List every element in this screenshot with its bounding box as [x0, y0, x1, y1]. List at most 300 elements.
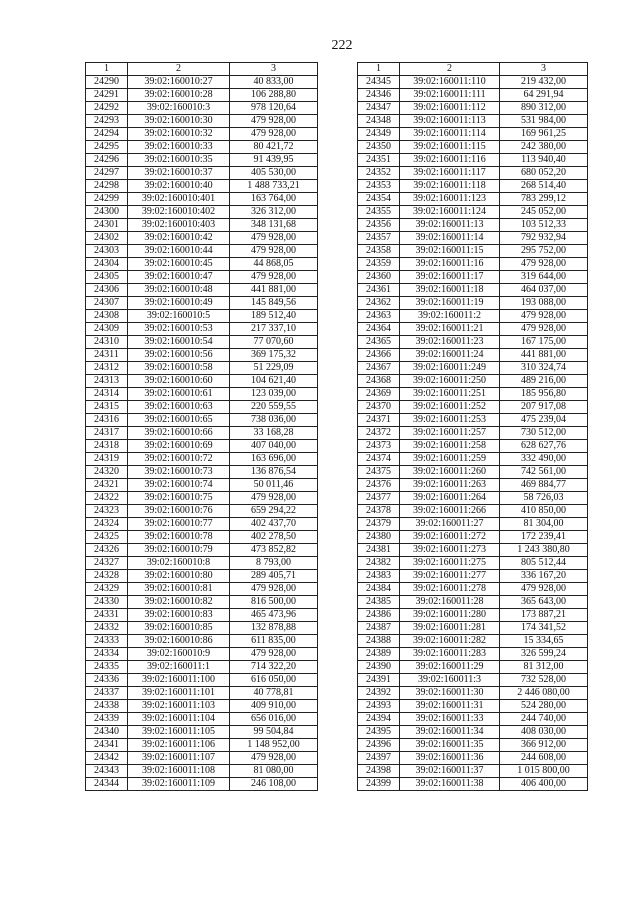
cadastral-number-cell: 39:02:160011:257: [400, 427, 500, 440]
row-number-cell: 24320: [86, 466, 128, 479]
value-cell: 174 341,52: [500, 622, 588, 635]
row-number-cell: 24307: [86, 297, 128, 310]
cadastral-number-cell: 39:02:160010:58: [128, 362, 230, 375]
table-row: [86, 596, 318, 609]
value-cell: 80 421,72: [230, 141, 318, 154]
cadastral-number-cell: 39:02:160010:82: [128, 596, 230, 609]
cadastral-number-cell: 39:02:160011:252: [400, 401, 500, 414]
cadastral-number-cell: 39:02:160011:15: [400, 245, 500, 258]
row-number-cell: 24335: [86, 661, 128, 674]
cadastral-number-cell: 39:02:160011:38: [400, 778, 500, 791]
table-row: [86, 258, 318, 271]
value-cell: 816 500,00: [230, 596, 318, 609]
table-row: [358, 752, 588, 765]
value-cell: 217 337,10: [230, 323, 318, 336]
cadastral-number-cell: 39:02:160011:109: [128, 778, 230, 791]
row-number-cell: 24388: [358, 635, 400, 648]
value-cell: 242 380,00: [500, 141, 588, 154]
table-row: [86, 453, 318, 466]
table-row: [358, 388, 588, 401]
table-row: [86, 141, 318, 154]
cadastral-number-cell: 39:02:160011:108: [128, 765, 230, 778]
row-number-cell: 24309: [86, 323, 128, 336]
cadastral-number-cell: 39:02:160011:263: [400, 479, 500, 492]
table-row: [86, 349, 318, 362]
value-cell: 40 833,00: [230, 76, 318, 89]
row-number-cell: 24357: [358, 232, 400, 245]
table-row: [358, 466, 588, 479]
row-number-cell: 24340: [86, 726, 128, 739]
value-cell: 219 432,00: [500, 76, 588, 89]
row-number-cell: 24314: [86, 388, 128, 401]
value-cell: 1 243 380,80: [500, 544, 588, 557]
cadastral-number-cell: 39:02:160010:28: [128, 89, 230, 102]
row-number-cell: 24396: [358, 739, 400, 752]
table-row: [358, 557, 588, 570]
table-row: [86, 206, 318, 219]
table-row: [358, 570, 588, 583]
row-number-cell: 24328: [86, 570, 128, 583]
table-row: [358, 726, 588, 739]
cadastral-number-cell: 39:02:160011:123: [400, 193, 500, 206]
table-row: [358, 505, 588, 518]
cadastral-number-cell: 39:02:160011:260: [400, 466, 500, 479]
row-number-cell: 24336: [86, 674, 128, 687]
table-row: [86, 505, 318, 518]
cadastral-number-cell: 39:02:160011:111: [400, 89, 500, 102]
value-cell: 246 108,00: [230, 778, 318, 791]
table-row: [358, 193, 588, 206]
table-row: [86, 297, 318, 310]
table-row: [358, 206, 588, 219]
cadastral-number-cell: 39:02:160010:47: [128, 271, 230, 284]
table-row: [86, 284, 318, 297]
cadastral-number-cell: 39:02:160010:42: [128, 232, 230, 245]
cadastral-number-cell: 39:02:160011:29: [400, 661, 500, 674]
value-cell: 58 726,03: [500, 492, 588, 505]
table-row: [86, 102, 318, 115]
cadastral-number-cell: 39:02:160011:23: [400, 336, 500, 349]
value-cell: 479 928,00: [230, 128, 318, 141]
value-cell: 611 835,00: [230, 635, 318, 648]
table-row: [86, 401, 318, 414]
value-cell: 479 928,00: [230, 648, 318, 661]
value-cell: 106 288,80: [230, 89, 318, 102]
table-row: [86, 76, 318, 89]
cadastral-number-cell: 39:02:160011:275: [400, 557, 500, 570]
row-number-cell: 24290: [86, 76, 128, 89]
cadastral-number-cell: 39:02:160010:53: [128, 323, 230, 336]
row-number-cell: 24398: [358, 765, 400, 778]
table-row: [86, 700, 318, 713]
cadastral-number-cell: 39:02:160011:281: [400, 622, 500, 635]
cadastral-number-cell: 39:02:160011:112: [400, 102, 500, 115]
table-row: [86, 323, 318, 336]
row-number-cell: 24348: [358, 115, 400, 128]
value-cell: 50 011,46: [230, 479, 318, 492]
table-row: [358, 167, 588, 180]
table-row: [358, 700, 588, 713]
row-number-cell: 24355: [358, 206, 400, 219]
table-row: [358, 609, 588, 622]
row-number-cell: 24362: [358, 297, 400, 310]
row-number-cell: 24366: [358, 349, 400, 362]
row-number-cell: 24345: [358, 76, 400, 89]
cadastral-number-cell: 39:02:160011:103: [128, 700, 230, 713]
row-number-cell: 24316: [86, 414, 128, 427]
row-number-cell: 24318: [86, 440, 128, 453]
cadastral-number-cell: 39:02:160010:40: [128, 180, 230, 193]
cadastral-number-cell: 39:02:160010:61: [128, 388, 230, 401]
value-cell: 473 852,82: [230, 544, 318, 557]
table-row: [86, 713, 318, 726]
cadastral-number-cell: 39:02:160011:266: [400, 505, 500, 518]
page-number: 222: [331, 38, 353, 53]
table-row: [358, 141, 588, 154]
row-number-cell: 24385: [358, 596, 400, 609]
value-cell: 1 488 733,21: [230, 180, 318, 193]
value-cell: 479 928,00: [230, 752, 318, 765]
value-cell: 51 229,09: [230, 362, 318, 375]
table-row: [86, 388, 318, 401]
value-cell: 479 928,00: [230, 245, 318, 258]
cadastral-number-cell: 39:02:160011:18: [400, 284, 500, 297]
row-number-cell: 24302: [86, 232, 128, 245]
row-number-cell: 24306: [86, 284, 128, 297]
cadastral-number-cell: 39:02:160011:105: [128, 726, 230, 739]
cadastral-number-cell: 39:02:160010:80: [128, 570, 230, 583]
row-number-cell: 24389: [358, 648, 400, 661]
row-number-cell: 24296: [86, 154, 128, 167]
table-row: [358, 518, 588, 531]
row-number-cell: 24395: [358, 726, 400, 739]
value-cell: 64 291,94: [500, 89, 588, 102]
value-cell: 15 334,65: [500, 635, 588, 648]
row-number-cell: 24321: [86, 479, 128, 492]
table-row: [358, 297, 588, 310]
value-cell: 99 504,84: [230, 726, 318, 739]
value-cell: 410 850,00: [500, 505, 588, 518]
value-cell: 732 528,00: [500, 674, 588, 687]
table-row: [86, 193, 318, 206]
cadastral-number-cell: 39:02:160011:118: [400, 180, 500, 193]
value-cell: 173 887,21: [500, 609, 588, 622]
cadastral-number-cell: 39:02:160011:30: [400, 687, 500, 700]
row-number-cell: 24376: [358, 479, 400, 492]
cadastral-number-cell: 39:02:160010:77: [128, 518, 230, 531]
cadastral-number-cell: 39:02:160011:283: [400, 648, 500, 661]
cadastral-number-cell: 39:02:160011:33: [400, 713, 500, 726]
value-cell: 207 917,08: [500, 401, 588, 414]
row-number-cell: 24324: [86, 518, 128, 531]
value-cell: 783 299,12: [500, 193, 588, 206]
row-number-cell: 24304: [86, 258, 128, 271]
table-row: [86, 726, 318, 739]
cadastral-number-cell: 39:02:160011:106: [128, 739, 230, 752]
value-cell: 8 793,00: [230, 557, 318, 570]
row-number-cell: 24292: [86, 102, 128, 115]
row-number-cell: 24382: [358, 557, 400, 570]
cadastral-number-cell: 39:02:160010:35: [128, 154, 230, 167]
cadastral-number-cell: 39:02:160011:16: [400, 258, 500, 271]
value-cell: 123 039,00: [230, 388, 318, 401]
table-row: [86, 375, 318, 388]
cadastral-number-cell: 39:02:160011:114: [400, 128, 500, 141]
row-number-cell: 24341: [86, 739, 128, 752]
cadastral-number-cell: 39:02:160011:1: [128, 661, 230, 674]
row-number-cell: 24358: [358, 245, 400, 258]
table-row: [86, 167, 318, 180]
cadastral-number-cell: 39:02:160011:113: [400, 115, 500, 128]
value-cell: 44 868,05: [230, 258, 318, 271]
table-row: [358, 401, 588, 414]
value-cell: 524 280,00: [500, 700, 588, 713]
table-row: [358, 583, 588, 596]
table-row: [358, 440, 588, 453]
table-row: [358, 739, 588, 752]
cadastral-number-cell: 39:02:160010:9: [128, 648, 230, 661]
value-cell: 91 439,95: [230, 154, 318, 167]
cadastral-number-cell: 39:02:160010:402: [128, 206, 230, 219]
row-number-cell: 24380: [358, 531, 400, 544]
row-number-cell: 24352: [358, 167, 400, 180]
table-row: [358, 336, 588, 349]
row-number-cell: 24399: [358, 778, 400, 791]
table-row: [358, 258, 588, 271]
cadastral-number-cell: 39:02:160011:253: [400, 414, 500, 427]
value-cell: 479 928,00: [500, 258, 588, 271]
value-cell: 145 849,56: [230, 297, 318, 310]
cadastral-number-cell: 39:02:160010:73: [128, 466, 230, 479]
table-row: [358, 271, 588, 284]
table-row: [86, 570, 318, 583]
value-cell: 319 644,00: [500, 271, 588, 284]
row-number-cell: 24349: [358, 128, 400, 141]
value-cell: 185 956,80: [500, 388, 588, 401]
value-cell: 326 312,00: [230, 206, 318, 219]
table-row: [86, 336, 318, 349]
value-cell: 475 239,04: [500, 414, 588, 427]
value-cell: 332 490,00: [500, 453, 588, 466]
table-row: [86, 583, 318, 596]
row-number-cell: 24392: [358, 687, 400, 700]
value-cell: 220 559,55: [230, 401, 318, 414]
cadastral-number-cell: 39:02:160011:21: [400, 323, 500, 336]
column-header-number: 1: [86, 63, 128, 76]
row-number-cell: 24360: [358, 271, 400, 284]
value-cell: 1 015 800,00: [500, 765, 588, 778]
table-row: [358, 115, 588, 128]
value-cell: 479 928,00: [230, 583, 318, 596]
row-number-cell: 24356: [358, 219, 400, 232]
cadastral-number-cell: 39:02:160010:32: [128, 128, 230, 141]
cadastral-number-cell: 39:02:160010:44: [128, 245, 230, 258]
row-number-cell: 24347: [358, 102, 400, 115]
table-row: [358, 128, 588, 141]
row-number-cell: 24291: [86, 89, 128, 102]
value-cell: 441 881,00: [230, 284, 318, 297]
table-row: [86, 154, 318, 167]
value-cell: 289 405,71: [230, 570, 318, 583]
cadastral-number-cell: 39:02:160010:79: [128, 544, 230, 557]
row-number-cell: 24313: [86, 375, 128, 388]
row-number-cell: 24325: [86, 531, 128, 544]
value-cell: 244 608,00: [500, 752, 588, 765]
row-number-cell: 24301: [86, 219, 128, 232]
row-number-cell: 24331: [86, 609, 128, 622]
cadastral-number-cell: 39:02:160011:249: [400, 362, 500, 375]
value-cell: 33 168,28: [230, 427, 318, 440]
table-row: [358, 349, 588, 362]
row-number-cell: 24303: [86, 245, 128, 258]
cadastral-number-cell: 39:02:160011:24: [400, 349, 500, 362]
cadastral-number-cell: 39:02:160010:45: [128, 258, 230, 271]
row-number-cell: 24386: [358, 609, 400, 622]
cadastral-number-cell: 39:02:160011:13: [400, 219, 500, 232]
value-cell: 40 778,81: [230, 687, 318, 700]
cadastral-number-cell: 39:02:160011:37: [400, 765, 500, 778]
row-number-cell: 24344: [86, 778, 128, 791]
cadastral-number-cell: 39:02:160010:403: [128, 219, 230, 232]
row-number-cell: 24375: [358, 466, 400, 479]
cadastral-number-cell: 39:02:160010:74: [128, 479, 230, 492]
row-number-cell: 24367: [358, 362, 400, 375]
value-cell: 81 080,00: [230, 765, 318, 778]
cadastral-number-cell: 39:02:160011:17: [400, 271, 500, 284]
table-row: [86, 440, 318, 453]
cadastral-number-cell: 39:02:160011:19: [400, 297, 500, 310]
table-row: [358, 713, 588, 726]
cadastral-number-cell: 39:02:160010:401: [128, 193, 230, 206]
value-cell: 464 037,00: [500, 284, 588, 297]
table-row: [86, 362, 318, 375]
table-row: [358, 232, 588, 245]
value-cell: 163 696,00: [230, 453, 318, 466]
value-cell: 978 120,64: [230, 102, 318, 115]
value-cell: 465 473,96: [230, 609, 318, 622]
table-row: [358, 648, 588, 661]
value-cell: 409 910,00: [230, 700, 318, 713]
column-header-value: 3: [500, 63, 588, 76]
table-row: [86, 310, 318, 323]
value-cell: 405 530,00: [230, 167, 318, 180]
table-row: [358, 596, 588, 609]
row-number-cell: 24359: [358, 258, 400, 271]
value-cell: 77 070,60: [230, 336, 318, 349]
cadastral-number-cell: 39:02:160011:259: [400, 453, 500, 466]
column-header-number: 1: [358, 63, 400, 76]
row-number-cell: 24332: [86, 622, 128, 635]
table-row: [358, 414, 588, 427]
cadastral-number-cell: 39:02:160011:100: [128, 674, 230, 687]
value-cell: 336 167,20: [500, 570, 588, 583]
cadastral-number-cell: 39:02:160011:3: [400, 674, 500, 687]
value-cell: 295 752,00: [500, 245, 588, 258]
cadastral-number-cell: 39:02:160010:5: [128, 310, 230, 323]
row-number-cell: 24346: [358, 89, 400, 102]
cadastral-number-cell: 39:02:160011:272: [400, 531, 500, 544]
row-number-cell: 24323: [86, 505, 128, 518]
table-row: [86, 557, 318, 570]
table-row: [86, 89, 318, 102]
table-row: [86, 128, 318, 141]
row-number-cell: 24342: [86, 752, 128, 765]
table-row: [358, 362, 588, 375]
cadastral-number-cell: 39:02:160011:107: [128, 752, 230, 765]
row-number-cell: 24391: [358, 674, 400, 687]
value-cell: 326 599,24: [500, 648, 588, 661]
table-row: [86, 219, 318, 232]
value-cell: 245 052,00: [500, 206, 588, 219]
table-row: [86, 414, 318, 427]
cadastral-number-cell: 39:02:160011:258: [400, 440, 500, 453]
value-cell: 531 984,00: [500, 115, 588, 128]
table-row: [358, 661, 588, 674]
row-number-cell: 24353: [358, 180, 400, 193]
cadastral-number-cell: 39:02:160011:104: [128, 713, 230, 726]
row-number-cell: 24378: [358, 505, 400, 518]
value-cell: 680 052,20: [500, 167, 588, 180]
value-cell: 113 940,40: [500, 154, 588, 167]
table-row: [86, 466, 318, 479]
value-cell: 407 040,00: [230, 440, 318, 453]
cadastral-number-cell: 39:02:160010:65: [128, 414, 230, 427]
table-row: [86, 687, 318, 700]
row-number-cell: 24384: [358, 583, 400, 596]
table-row: [86, 648, 318, 661]
row-number-cell: 24299: [86, 193, 128, 206]
row-number-cell: 24337: [86, 687, 128, 700]
value-cell: 366 912,00: [500, 739, 588, 752]
value-cell: 441 881,00: [500, 349, 588, 362]
cadastral-number-cell: 39:02:160011:264: [400, 492, 500, 505]
value-cell: 656 016,00: [230, 713, 318, 726]
row-number-cell: 24305: [86, 271, 128, 284]
row-number-cell: 24363: [358, 310, 400, 323]
table-row: [86, 427, 318, 440]
register-table-right: [357, 62, 588, 791]
column-header-value: 3: [230, 63, 318, 76]
row-number-cell: 24312: [86, 362, 128, 375]
row-number-cell: 24351: [358, 154, 400, 167]
row-number-cell: 24338: [86, 700, 128, 713]
cadastral-number-cell: 39:02:160010:66: [128, 427, 230, 440]
cadastral-number-cell: 39:02:160010:78: [128, 531, 230, 544]
value-cell: 659 294,22: [230, 505, 318, 518]
row-number-cell: 24315: [86, 401, 128, 414]
cadastral-number-cell: 39:02:160010:48: [128, 284, 230, 297]
row-number-cell: 24390: [358, 661, 400, 674]
row-number-cell: 24369: [358, 388, 400, 401]
value-cell: 193 088,00: [500, 297, 588, 310]
cadastral-number-cell: 39:02:160011:282: [400, 635, 500, 648]
row-number-cell: 24377: [358, 492, 400, 505]
value-cell: 244 740,00: [500, 713, 588, 726]
value-cell: 163 764,00: [230, 193, 318, 206]
value-cell: 805 512,44: [500, 557, 588, 570]
cadastral-number-cell: 39:02:160010:49: [128, 297, 230, 310]
row-number-cell: 24298: [86, 180, 128, 193]
table-row: [358, 375, 588, 388]
table-row: [358, 323, 588, 336]
cadastral-number-cell: 39:02:160010:8: [128, 557, 230, 570]
value-cell: 369 175,32: [230, 349, 318, 362]
cadastral-number-cell: 39:02:160010:63: [128, 401, 230, 414]
row-number-cell: 24379: [358, 518, 400, 531]
table-row: [358, 76, 588, 89]
table-row: [86, 531, 318, 544]
cadastral-number-cell: 39:02:160010:56: [128, 349, 230, 362]
